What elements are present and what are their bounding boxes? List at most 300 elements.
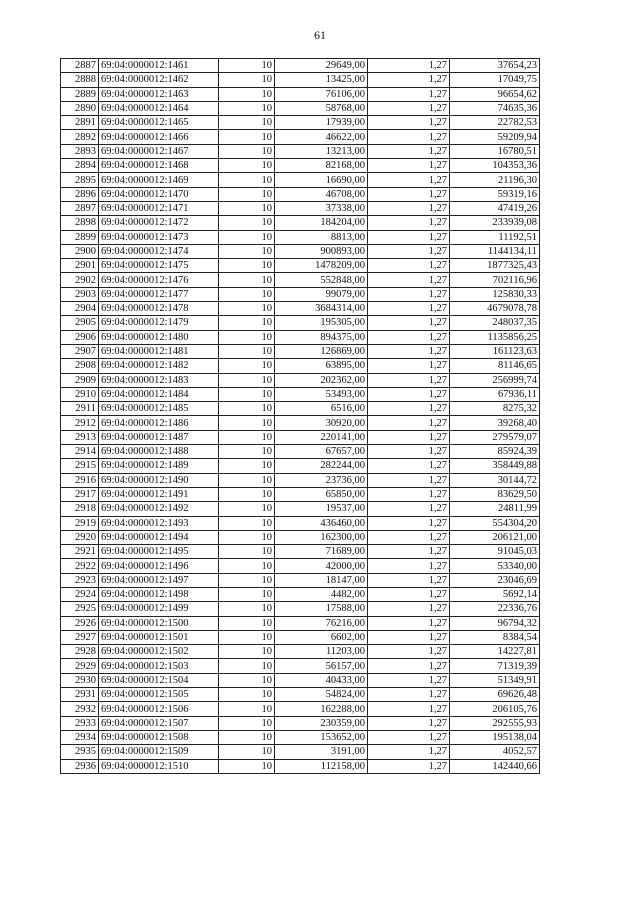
table-row: [61, 530, 540, 544]
cadastral-number-cell: 69:04:0000012:1462: [99, 73, 219, 87]
area-cell: 53493,00: [275, 387, 368, 401]
table-row: [61, 416, 540, 430]
table-row: [61, 159, 540, 173]
coefficient-cell: 1,27: [368, 201, 450, 215]
category-code-cell: 10: [219, 87, 275, 101]
value-cell: 4052,57: [450, 745, 540, 759]
row-number-cell: 2920: [61, 530, 99, 544]
cadastral-number-cell: 69:04:0000012:1490: [99, 473, 219, 487]
table-row: [61, 573, 540, 587]
category-code-cell: 10: [219, 602, 275, 616]
category-code-cell: 10: [219, 416, 275, 430]
table-row: [61, 559, 540, 573]
category-code-cell: 10: [219, 287, 275, 301]
coefficient-cell: 1,27: [368, 745, 450, 759]
row-number-cell: 2894: [61, 159, 99, 173]
value-cell: 17049,75: [450, 73, 540, 87]
table-row: [61, 730, 540, 744]
coefficient-cell: 1,27: [368, 602, 450, 616]
value-cell: 8384,54: [450, 630, 540, 644]
value-cell: 8275,32: [450, 402, 540, 416]
category-code-cell: 10: [219, 559, 275, 573]
row-number-cell: 2888: [61, 73, 99, 87]
coefficient-cell: 1,27: [368, 530, 450, 544]
row-number-cell: 2933: [61, 716, 99, 730]
table-row: [61, 230, 540, 244]
area-cell: 56157,00: [275, 659, 368, 673]
coefficient-cell: 1,27: [368, 616, 450, 630]
category-code-cell: 10: [219, 587, 275, 601]
cadastral-number-cell: 69:04:0000012:1471: [99, 201, 219, 215]
coefficient-cell: 1,27: [368, 130, 450, 144]
category-code-cell: 10: [219, 473, 275, 487]
category-code-cell: 10: [219, 688, 275, 702]
area-cell: 76216,00: [275, 616, 368, 630]
table-row: [61, 516, 540, 530]
area-cell: 184204,00: [275, 216, 368, 230]
coefficient-cell: 1,27: [368, 159, 450, 173]
area-cell: 65850,00: [275, 487, 368, 501]
cadastral-number-cell: 69:04:0000012:1463: [99, 87, 219, 101]
table-row: [61, 702, 540, 716]
coefficient-cell: 1,27: [368, 730, 450, 744]
area-cell: 76106,00: [275, 87, 368, 101]
cadastral-number-cell: 69:04:0000012:1501: [99, 630, 219, 644]
category-code-cell: 10: [219, 244, 275, 258]
area-cell: 13213,00: [275, 144, 368, 158]
value-cell: 37654,23: [450, 59, 540, 73]
coefficient-cell: 1,27: [368, 673, 450, 687]
value-cell: 59319,16: [450, 187, 540, 201]
row-number-cell: 2918: [61, 502, 99, 516]
area-cell: 153652,00: [275, 730, 368, 744]
row-number-cell: 2891: [61, 116, 99, 130]
value-cell: 51349,91: [450, 673, 540, 687]
cadastral-number-cell: 69:04:0000012:1465: [99, 116, 219, 130]
category-code-cell: 10: [219, 730, 275, 744]
cadastral-number-cell: 69:04:0000012:1477: [99, 287, 219, 301]
category-code-cell: 10: [219, 302, 275, 316]
coefficient-cell: 1,27: [368, 116, 450, 130]
category-code-cell: 10: [219, 716, 275, 730]
coefficient-cell: 1,27: [368, 387, 450, 401]
area-cell: 900893,00: [275, 244, 368, 258]
coefficient-cell: 1,27: [368, 73, 450, 87]
table-row: [61, 201, 540, 215]
category-code-cell: 10: [219, 573, 275, 587]
row-number-cell: 2935: [61, 745, 99, 759]
row-number-cell: 2930: [61, 673, 99, 687]
coefficient-cell: 1,27: [368, 330, 450, 344]
row-number-cell: 2908: [61, 359, 99, 373]
cadastral-number-cell: 69:04:0000012:1503: [99, 659, 219, 673]
value-cell: 71319,39: [450, 659, 540, 673]
table-row: [61, 130, 540, 144]
cadastral-number-cell: 69:04:0000012:1466: [99, 130, 219, 144]
value-cell: 4679078,78: [450, 302, 540, 316]
area-cell: 42000,00: [275, 559, 368, 573]
area-cell: 58768,00: [275, 101, 368, 115]
row-number-cell: 2899: [61, 230, 99, 244]
table-row: [61, 59, 540, 73]
cadastral-number-cell: 69:04:0000012:1510: [99, 759, 219, 773]
value-cell: 206105,76: [450, 702, 540, 716]
value-cell: 96654,62: [450, 87, 540, 101]
row-number-cell: 2922: [61, 559, 99, 573]
cadastral-number-cell: 69:04:0000012:1482: [99, 359, 219, 373]
coefficient-cell: 1,27: [368, 573, 450, 587]
cadastral-number-cell: 69:04:0000012:1475: [99, 259, 219, 273]
value-cell: 358449,88: [450, 459, 540, 473]
area-cell: 162288,00: [275, 702, 368, 716]
coefficient-cell: 1,27: [368, 59, 450, 73]
table-row: [61, 259, 540, 273]
row-number-cell: 2915: [61, 459, 99, 473]
category-code-cell: 10: [219, 144, 275, 158]
table-row: [61, 373, 540, 387]
table-row: [61, 344, 540, 358]
area-cell: 282244,00: [275, 459, 368, 473]
cadastral-number-cell: 69:04:0000012:1486: [99, 416, 219, 430]
category-code-cell: 10: [219, 101, 275, 115]
table-row: [61, 302, 540, 316]
coefficient-cell: 1,27: [368, 702, 450, 716]
value-cell: 1135856,25: [450, 330, 540, 344]
area-cell: 17588,00: [275, 602, 368, 616]
area-cell: 1478209,00: [275, 259, 368, 273]
table-row: [61, 745, 540, 759]
category-code-cell: 10: [219, 430, 275, 444]
cadastral-number-cell: 69:04:0000012:1479: [99, 316, 219, 330]
area-cell: 67657,00: [275, 445, 368, 459]
cadastral-number-cell: 69:04:0000012:1505: [99, 688, 219, 702]
row-number-cell: 2927: [61, 630, 99, 644]
area-cell: 46622,00: [275, 130, 368, 144]
cadastral-number-cell: 69:04:0000012:1489: [99, 459, 219, 473]
value-cell: 22782,53: [450, 116, 540, 130]
value-cell: 74635,36: [450, 101, 540, 115]
category-code-cell: 10: [219, 630, 275, 644]
area-cell: 894375,00: [275, 330, 368, 344]
row-number-cell: 2892: [61, 130, 99, 144]
coefficient-cell: 1,27: [368, 659, 450, 673]
coefficient-cell: 1,27: [368, 545, 450, 559]
cadastral-value-table: [60, 58, 540, 774]
cadastral-number-cell: 69:04:0000012:1493: [99, 516, 219, 530]
row-number-cell: 2901: [61, 259, 99, 273]
value-cell: 206121,00: [450, 530, 540, 544]
table-row: [61, 659, 540, 673]
coefficient-cell: 1,27: [368, 559, 450, 573]
table-row: [61, 445, 540, 459]
value-cell: 142440,66: [450, 759, 540, 773]
category-code-cell: 10: [219, 273, 275, 287]
row-number-cell: 2914: [61, 445, 99, 459]
area-cell: 29649,00: [275, 59, 368, 73]
value-cell: 279579,07: [450, 430, 540, 444]
table-row: [61, 173, 540, 187]
cadastral-number-cell: 69:04:0000012:1509: [99, 745, 219, 759]
cadastral-number-cell: 69:04:0000012:1492: [99, 502, 219, 516]
table-row: [61, 716, 540, 730]
coefficient-cell: 1,27: [368, 173, 450, 187]
category-code-cell: 10: [219, 487, 275, 501]
table-row: [61, 244, 540, 258]
category-code-cell: 10: [219, 130, 275, 144]
cadastral-number-cell: 69:04:0000012:1497: [99, 573, 219, 587]
row-number-cell: 2911: [61, 402, 99, 416]
coefficient-cell: 1,27: [368, 302, 450, 316]
area-cell: 230359,00: [275, 716, 368, 730]
area-cell: 6516,00: [275, 402, 368, 416]
table-row: [61, 459, 540, 473]
value-cell: 83629,50: [450, 487, 540, 501]
area-cell: 6602,00: [275, 630, 368, 644]
coefficient-cell: 1,27: [368, 516, 450, 530]
category-code-cell: 10: [219, 259, 275, 273]
value-cell: 14227,81: [450, 645, 540, 659]
row-number-cell: 2890: [61, 101, 99, 115]
cadastral-number-cell: 69:04:0000012:1480: [99, 330, 219, 344]
cadastral-number-cell: 69:04:0000012:1491: [99, 487, 219, 501]
cadastral-number-cell: 69:04:0000012:1502: [99, 645, 219, 659]
row-number-cell: 2895: [61, 173, 99, 187]
cadastral-number-cell: 69:04:0000012:1468: [99, 159, 219, 173]
area-cell: 3191,00: [275, 745, 368, 759]
category-code-cell: 10: [219, 230, 275, 244]
table-row: [61, 387, 540, 401]
category-code-cell: 10: [219, 187, 275, 201]
cadastral-number-cell: 69:04:0000012:1461: [99, 59, 219, 73]
area-cell: 23736,00: [275, 473, 368, 487]
coefficient-cell: 1,27: [368, 487, 450, 501]
category-code-cell: 10: [219, 616, 275, 630]
table-row: [61, 273, 540, 287]
category-code-cell: 10: [219, 359, 275, 373]
row-number-cell: 2909: [61, 373, 99, 387]
value-cell: 125830,33: [450, 287, 540, 301]
value-cell: 96794,32: [450, 616, 540, 630]
coefficient-cell: 1,27: [368, 244, 450, 258]
row-number-cell: 2905: [61, 316, 99, 330]
value-cell: 248037,35: [450, 316, 540, 330]
area-cell: 11203,00: [275, 645, 368, 659]
coefficient-cell: 1,27: [368, 316, 450, 330]
cadastral-number-cell: 69:04:0000012:1496: [99, 559, 219, 573]
cadastral-number-cell: 69:04:0000012:1504: [99, 673, 219, 687]
table-row: [61, 473, 540, 487]
table-row: [61, 645, 540, 659]
area-cell: 8813,00: [275, 230, 368, 244]
table-row: [61, 759, 540, 773]
coefficient-cell: 1,27: [368, 587, 450, 601]
coefficient-cell: 1,27: [368, 359, 450, 373]
table-row: [61, 287, 540, 301]
area-cell: 126869,00: [275, 344, 368, 358]
value-cell: 104353,36: [450, 159, 540, 173]
category-code-cell: 10: [219, 645, 275, 659]
category-code-cell: 10: [219, 316, 275, 330]
cadastral-number-cell: 69:04:0000012:1506: [99, 702, 219, 716]
row-number-cell: 2913: [61, 430, 99, 444]
page-number: 61: [314, 28, 326, 42]
table-row: [61, 673, 540, 687]
table-row: [61, 487, 540, 501]
row-number-cell: 2929: [61, 659, 99, 673]
coefficient-cell: 1,27: [368, 259, 450, 273]
coefficient-cell: 1,27: [368, 688, 450, 702]
cadastral-number-cell: 69:04:0000012:1464: [99, 101, 219, 115]
value-cell: 233939,08: [450, 216, 540, 230]
value-cell: 161123,63: [450, 344, 540, 358]
row-number-cell: 2897: [61, 201, 99, 215]
table-row: [61, 688, 540, 702]
value-cell: 292555,93: [450, 716, 540, 730]
cadastral-number-cell: 69:04:0000012:1483: [99, 373, 219, 387]
table-row: [61, 359, 540, 373]
table-row: [61, 101, 540, 115]
value-cell: 85924,39: [450, 445, 540, 459]
row-number-cell: 2917: [61, 487, 99, 501]
table-row: [61, 545, 540, 559]
coefficient-cell: 1,27: [368, 101, 450, 115]
area-cell: 13425,00: [275, 73, 368, 87]
area-cell: 19537,00: [275, 502, 368, 516]
coefficient-cell: 1,27: [368, 402, 450, 416]
row-number-cell: 2931: [61, 688, 99, 702]
value-cell: 702116,96: [450, 273, 540, 287]
area-cell: 3684314,00: [275, 302, 368, 316]
row-number-cell: 2907: [61, 344, 99, 358]
area-cell: 552848,00: [275, 273, 368, 287]
table-row: [61, 330, 540, 344]
row-number-cell: 2912: [61, 416, 99, 430]
coefficient-cell: 1,27: [368, 430, 450, 444]
row-number-cell: 2926: [61, 616, 99, 630]
area-cell: 436460,00: [275, 516, 368, 530]
category-code-cell: 10: [219, 759, 275, 773]
table-row: [61, 587, 540, 601]
value-cell: 53340,00: [450, 559, 540, 573]
table-row: [61, 87, 540, 101]
cadastral-number-cell: 69:04:0000012:1498: [99, 587, 219, 601]
table-row: [61, 616, 540, 630]
coefficient-cell: 1,27: [368, 144, 450, 158]
cadastral-number-cell: 69:04:0000012:1467: [99, 144, 219, 158]
area-cell: 220141,00: [275, 430, 368, 444]
row-number-cell: 2903: [61, 287, 99, 301]
coefficient-cell: 1,27: [368, 645, 450, 659]
table-row: [61, 144, 540, 158]
category-code-cell: 10: [219, 745, 275, 759]
cadastral-number-cell: 69:04:0000012:1484: [99, 387, 219, 401]
cadastral-number-cell: 69:04:0000012:1470: [99, 187, 219, 201]
area-cell: 82168,00: [275, 159, 368, 173]
area-cell: 37338,00: [275, 201, 368, 215]
row-number-cell: 2889: [61, 87, 99, 101]
area-cell: 195305,00: [275, 316, 368, 330]
category-code-cell: 10: [219, 545, 275, 559]
value-cell: 69626,48: [450, 688, 540, 702]
area-cell: 18147,00: [275, 573, 368, 587]
category-code-cell: 10: [219, 702, 275, 716]
category-code-cell: 10: [219, 73, 275, 87]
category-code-cell: 10: [219, 516, 275, 530]
row-number-cell: 2934: [61, 730, 99, 744]
category-code-cell: 10: [219, 201, 275, 215]
coefficient-cell: 1,27: [368, 344, 450, 358]
value-cell: 47419,26: [450, 201, 540, 215]
coefficient-cell: 1,27: [368, 187, 450, 201]
value-cell: 23046,69: [450, 573, 540, 587]
row-number-cell: 2932: [61, 702, 99, 716]
table-row: [61, 187, 540, 201]
cadastral-number-cell: 69:04:0000012:1507: [99, 716, 219, 730]
category-code-cell: 10: [219, 173, 275, 187]
category-code-cell: 10: [219, 445, 275, 459]
area-cell: 30920,00: [275, 416, 368, 430]
cadastral-number-cell: 69:04:0000012:1481: [99, 344, 219, 358]
value-cell: 67936,11: [450, 387, 540, 401]
coefficient-cell: 1,27: [368, 459, 450, 473]
category-code-cell: 10: [219, 673, 275, 687]
value-cell: 256999,74: [450, 373, 540, 387]
value-cell: 5692,14: [450, 587, 540, 601]
value-cell: 30144,72: [450, 473, 540, 487]
category-code-cell: 10: [219, 459, 275, 473]
value-cell: 22336,76: [450, 602, 540, 616]
row-number-cell: 2916: [61, 473, 99, 487]
row-number-cell: 2902: [61, 273, 99, 287]
category-code-cell: 10: [219, 659, 275, 673]
value-cell: 195138,04: [450, 730, 540, 744]
row-number-cell: 2925: [61, 602, 99, 616]
cadastral-number-cell: 69:04:0000012:1469: [99, 173, 219, 187]
value-cell: 16780,51: [450, 144, 540, 158]
area-cell: 46708,00: [275, 187, 368, 201]
row-number-cell: 2928: [61, 645, 99, 659]
table-row: [61, 630, 540, 644]
area-cell: 54824,00: [275, 688, 368, 702]
value-cell: 11192,51: [450, 230, 540, 244]
area-cell: 40433,00: [275, 673, 368, 687]
row-number-cell: 2919: [61, 516, 99, 530]
cadastral-number-cell: 69:04:0000012:1495: [99, 545, 219, 559]
area-cell: 112158,00: [275, 759, 368, 773]
row-number-cell: 2910: [61, 387, 99, 401]
row-number-cell: 2924: [61, 587, 99, 601]
row-number-cell: 2904: [61, 302, 99, 316]
row-number-cell: 2936: [61, 759, 99, 773]
cadastral-number-cell: 69:04:0000012:1485: [99, 402, 219, 416]
table-row: [61, 502, 540, 516]
category-code-cell: 10: [219, 502, 275, 516]
cadastral-number-cell: 69:04:0000012:1474: [99, 244, 219, 258]
table-row: [61, 216, 540, 230]
area-cell: 202362,00: [275, 373, 368, 387]
category-code-cell: 10: [219, 344, 275, 358]
cadastral-number-cell: 69:04:0000012:1494: [99, 530, 219, 544]
value-cell: 59209,94: [450, 130, 540, 144]
row-number-cell: 2893: [61, 144, 99, 158]
category-code-cell: 10: [219, 116, 275, 130]
row-number-cell: 2898: [61, 216, 99, 230]
area-cell: 162300,00: [275, 530, 368, 544]
cadastral-number-cell: 69:04:0000012:1473: [99, 230, 219, 244]
row-number-cell: 2896: [61, 187, 99, 201]
row-number-cell: 2887: [61, 59, 99, 73]
coefficient-cell: 1,27: [368, 716, 450, 730]
